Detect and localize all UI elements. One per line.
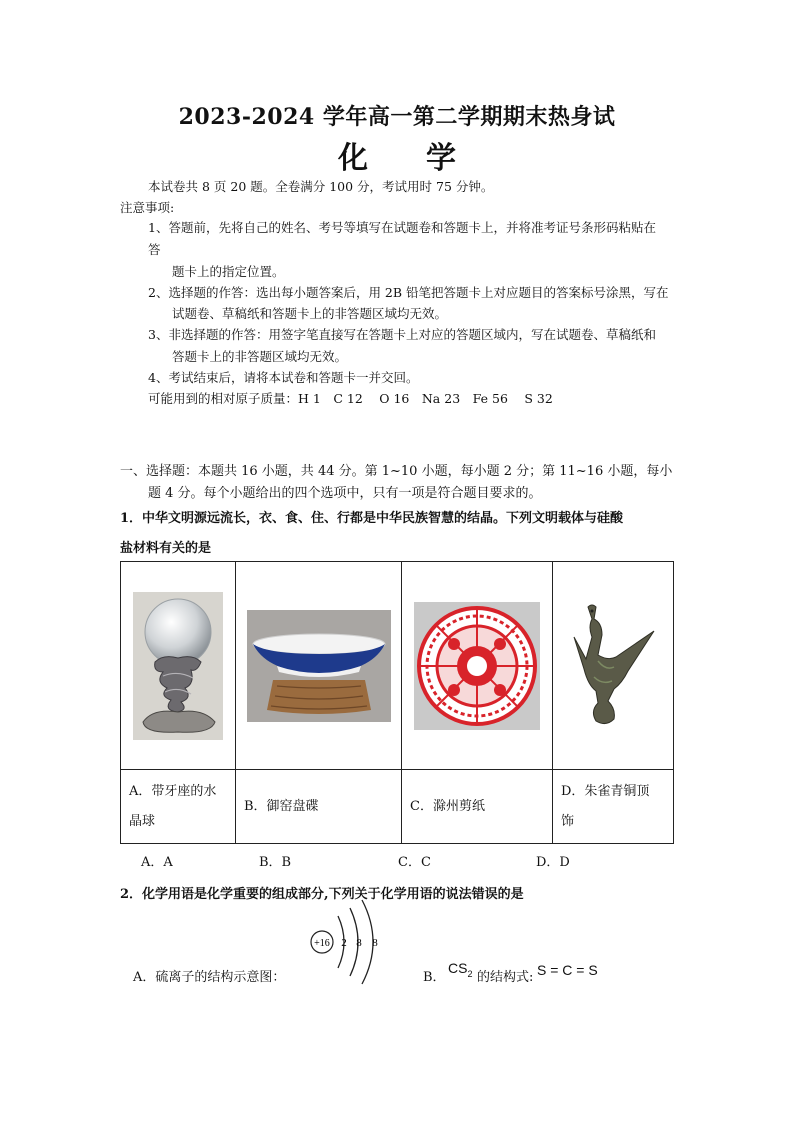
cs2-subscript: 2 (467, 969, 473, 980)
sulfide-ion-diagram (304, 898, 396, 990)
notice-item: 试题卷、草稿纸和答题卡上的非答题区域均无效。 (172, 306, 448, 321)
shell-electrons-3: 8 (372, 937, 378, 949)
answer-choice-d[interactable]: D．D (536, 855, 570, 870)
notice-item: 1、答题前，先将自己的姓名、考号等填写在试题卷和答题卡上，并将准考证号条形码粘贴在 (148, 220, 656, 235)
notice-item: 题卡上的指定位置。 (172, 264, 285, 279)
cs2-structure-label: 的结构式: (477, 970, 534, 985)
notice-title: 注意事项: (120, 200, 175, 215)
option-c-label: C．滁州剪纸 (402, 770, 553, 844)
option-d-image-cell (553, 562, 674, 770)
option-b-image-cell (236, 562, 402, 770)
notice-item: 3、非选择题的作答：用签字笔直接写在答题卡上对应的答题区域内，写在试题卷、草稿纸和 (148, 327, 656, 342)
section-heading: 一、选择题：本题共 16 小题，共 44 分。第 1~10 小题，每小题 2 分；第 11~16 小题，每小 (120, 464, 673, 479)
notice-item: 2、选择题的作答：选出每小题答案后，用 2B 铅笔把答题卡上对应题目的答案标号涂黑，写在 (148, 285, 669, 300)
porcelain-plate-image (247, 610, 391, 722)
paper-cut-image (414, 602, 540, 730)
option-c-image-cell (402, 562, 553, 770)
q1-options-table (120, 561, 674, 844)
cs2-formula (448, 958, 472, 979)
answer-choice-b[interactable]: B．B (259, 855, 292, 870)
section-heading-cont: 题 4 分。每个小题给出的四个选项中，只有一项是符合题目要求的。 (148, 486, 542, 501)
exam-title: 2023-2024 学年高一第二学期期末热身试 (178, 104, 616, 130)
shell-electrons-2: 8 (356, 937, 362, 949)
q1-stem: 1．中华文明源远流长，衣、食、住、行都是中华民族智慧的结晶。下列文明载体与硅酸 (120, 511, 624, 526)
atomic-masses: 可能用到的相对原子质量：H 1 C 12 O 16 Na 23 Fe 56 S 32 (148, 391, 553, 406)
q2-stem: 2．化学用语是化学重要的组成部分,下列关于化学用语的说法错误的是 (120, 887, 524, 902)
option-a-image-cell (121, 562, 236, 770)
exam-intro: 本试卷共 8 页 20 题。全卷满分 100 分，考试用时 75 分钟。 (148, 179, 494, 194)
q2-option-a-label: A．硫离子的结构示意图： (133, 970, 286, 985)
option-a-label: A．带牙座的水 晶球 (121, 770, 236, 844)
q1-stem-cont: 盐材料有关的是 (120, 541, 212, 556)
bronze-bird-image (568, 601, 658, 731)
option-d-label: D．朱雀青铜顶 饰 (553, 770, 674, 844)
subject-title (0, 133, 794, 177)
option-b-label: B．御窑盘碟 (236, 770, 402, 844)
answer-choice-a[interactable]: A．A (141, 855, 173, 870)
notice-item: 答 (148, 242, 161, 257)
q2-option-b-label: B． (423, 970, 446, 985)
crystal-ball-image (133, 592, 223, 740)
notice-item: 答题卡上的非答题区域均无效。 (172, 349, 348, 364)
cs2-structural-formula: S = C = S (537, 962, 598, 978)
answer-choice-c[interactable]: C．C (398, 855, 431, 870)
subject-char-1: 化 (338, 141, 368, 176)
subject-char-2: 学 (426, 141, 456, 176)
cs2-symbol: CS (448, 960, 468, 976)
shell-electrons-1: 2 (341, 937, 347, 949)
nucleus-charge: +16 (314, 938, 330, 949)
notice-item: 4、考试结束后，请将本试卷和答题卡一并交回。 (148, 370, 419, 385)
